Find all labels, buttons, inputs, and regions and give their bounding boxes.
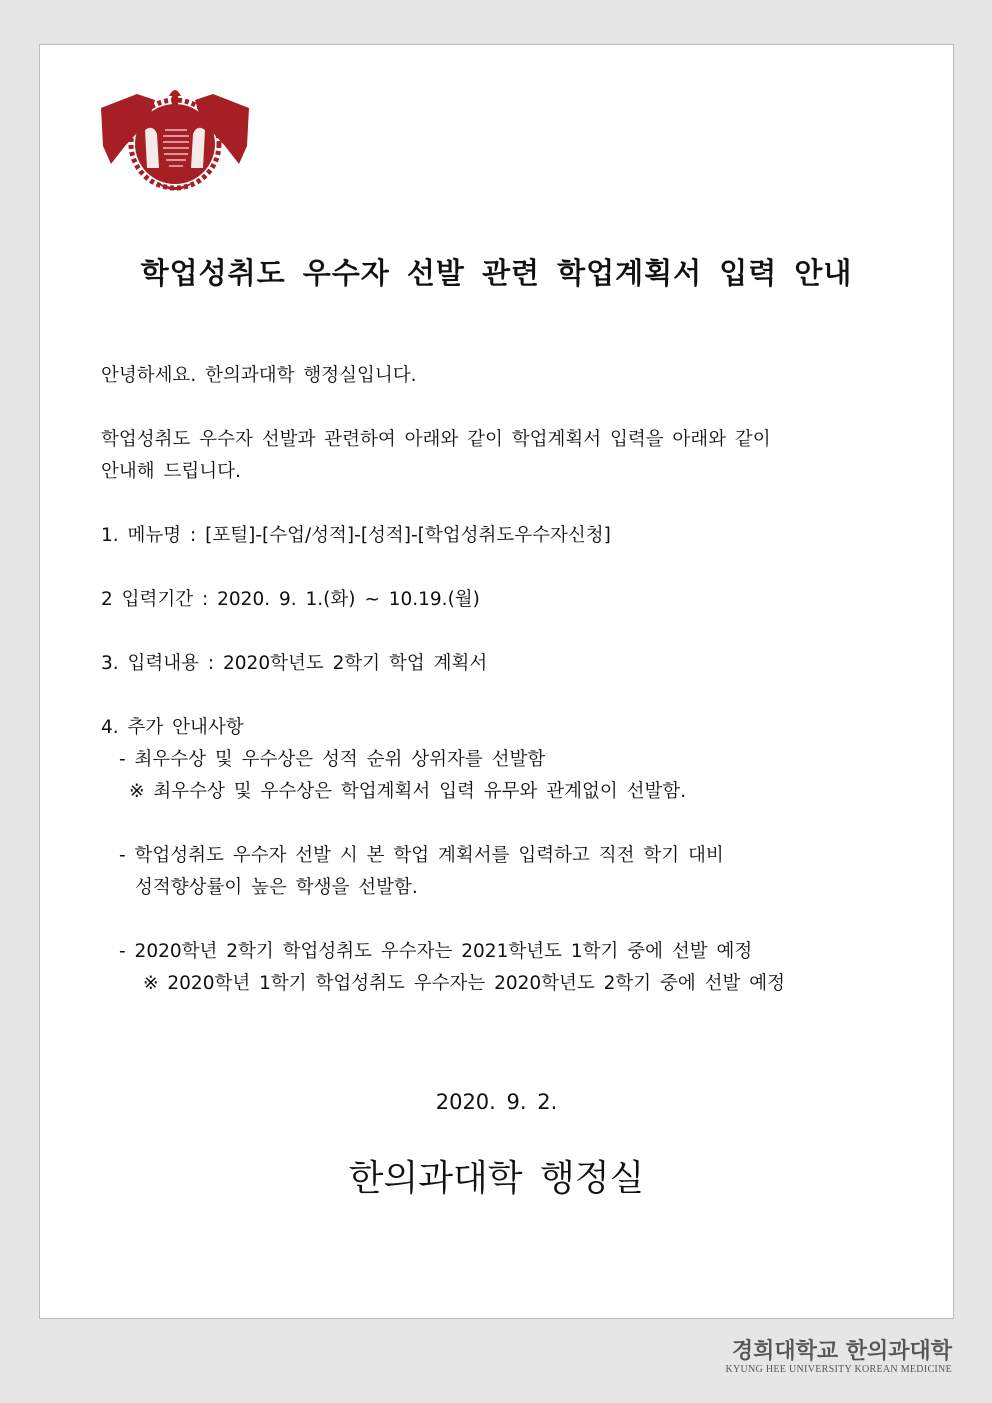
additional-info-heading: 4. 추가 안내사항	[101, 717, 244, 738]
menu-name-item: 1. 메뉴명 : [포털]-[수업/성적]-[성적]-[학업성취도우수자신청]	[101, 525, 611, 546]
input-period-item: 2 입력기간 : 2020. 9. 1.(화) ~ 10.19.(월)	[101, 589, 480, 610]
footer-korean-name: 경희대학교 한의과대학	[731, 1338, 952, 1364]
greeting-text: 안녕하세요. 한의과대학 행정실입니다.	[101, 365, 417, 386]
intro-text-line1: 학업성취도 우수자 선발과 관련하여 아래와 같이 학업계획서 입력을 아래와 같이	[101, 429, 771, 450]
university-emblem-icon	[97, 86, 253, 194]
additional-info-bullet-2-line1: - 학업성취도 우수자 선발 시 본 학업 계획서를 입력하고 직전 학기 대비	[119, 845, 724, 866]
additional-info-note-3: ※ 2020학년 1학기 학업성취도 우수자는 2020학년도 2학기 중에 선발 예정	[143, 973, 786, 994]
additional-info-bullet-3: - 2020학년 2학기 학업성취도 우수자는 2021학년도 1학기 중에 선발 예정	[119, 941, 753, 962]
additional-info-bullet-1: - 최우수상 및 우수상은 성적 순위 상위자를 선발함	[119, 749, 546, 770]
document-page	[39, 44, 954, 1319]
intro-text-line2: 안내해 드립니다.	[101, 461, 241, 482]
document-title: 학업성취도 우수자 선발 관련 학업계획서 입력 안내	[140, 256, 853, 290]
input-content-item: 3. 입력내용 : 2020학년도 2학기 학업 계획서	[101, 653, 488, 674]
document-date: 2020. 9. 2.	[435, 1090, 558, 1114]
document-signature: 한의과대학 행정실	[348, 1158, 645, 1199]
additional-info-bullet-2-line2: 성적향상률이 높은 학생을 선발함.	[135, 877, 418, 898]
footer-english-name: KYUNG HEE UNIVERSITY KOREAN MEDICINE	[725, 1364, 952, 1375]
additional-info-note-1: ※ 최우수상 및 우수상은 학업계획서 입력 유무와 관계없이 선발함.	[129, 781, 687, 802]
